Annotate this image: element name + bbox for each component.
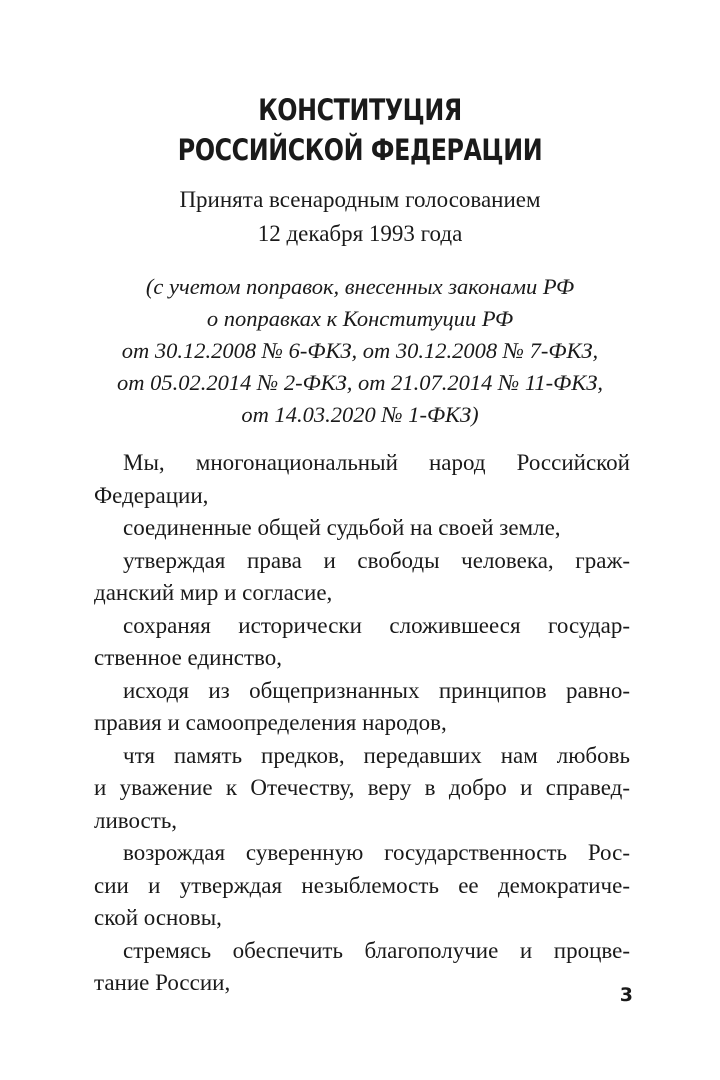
preamble-line: исходя из общепризнанных принципов равно- (123, 678, 630, 703)
title-line-1: КОНСТИТУЦИЯ (258, 93, 462, 127)
preamble-line: утверждая права и свободы человека, граж- (123, 548, 630, 573)
preamble-line: тание России, (94, 970, 231, 995)
amendments-line: от 05.02.2014 № 2-ФКЗ, от 21.07.2014 № 11-ФКЗ, (117, 370, 603, 395)
preamble-line: сохраняя исторически сложившееся государ- (123, 613, 630, 638)
preamble-line: сии и утверждая незыблемость ее демократиче- (94, 873, 630, 898)
adoption-line-1: Принята всенародным голосованием (179, 187, 541, 212)
preamble-line: Федерации, (94, 483, 209, 508)
preamble-line: соединенные общей судьбой на своей земле, (123, 515, 561, 540)
preamble-line: возрождая суверенную государственность Рос- (123, 840, 630, 865)
amendments-line: (с учетом поправок, внесенных законами РФ (145, 274, 575, 299)
preamble-line: ственное единство, (94, 645, 282, 670)
document-title (65, 90, 655, 170)
page-number: 3 (619, 984, 633, 1006)
adoption-note (0, 183, 720, 251)
amendments-line: от 30.12.2008 № 6-ФКЗ, от 30.12.2008 № 7-ФКЗ, (121, 338, 599, 363)
amendments-line: от 14.03.2020 № 1-ФКЗ) (241, 402, 479, 427)
title-line-2: РОССИЙСКОЙ ФЕДЕРАЦИИ (177, 133, 543, 167)
preamble-line: стремясь обеспечить благополучие и процве- (123, 938, 630, 963)
preamble-line: данский мир и согласие, (94, 580, 333, 605)
preamble-line: ской основы, (94, 905, 222, 930)
preamble-line: и уважение к Отечеству, веру в добро и справед- (94, 775, 630, 800)
preamble-line: ливость, (94, 808, 178, 833)
adoption-line-2: 12 декабря 1993 года (257, 221, 463, 246)
preamble-line: Мы, многонациональный народ Российской (123, 450, 630, 475)
preamble-line: правия и самоопределения народов, (94, 710, 447, 735)
preamble-line: чтя память предков, передавших нам любовь (123, 743, 630, 768)
amendments-note (0, 271, 720, 431)
amendments-line: о поправках к Конституции РФ (206, 306, 514, 331)
